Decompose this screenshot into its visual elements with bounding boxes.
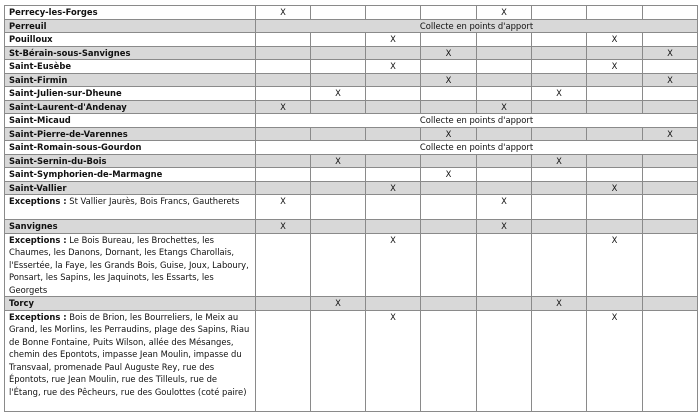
exceptions-cell: [5, 310, 256, 411]
schedule-mark-cell: [532, 127, 587, 141]
schedule-mark-cell: X: [587, 33, 643, 47]
table-row: [5, 181, 698, 195]
schedule-mark-cell: [532, 195, 587, 220]
schedule-mark-cell: X: [587, 181, 643, 195]
schedule-mark-cell: [421, 60, 477, 74]
schedule-mark-cell: [366, 87, 421, 101]
commune-name: Saint-Sernin-du-Bois: [5, 154, 256, 168]
schedule-mark-cell: X: [256, 6, 311, 20]
drop-off-collection-note: Collecte en points d'apport: [256, 114, 698, 128]
schedule-mark-cell: X: [256, 195, 311, 220]
schedule-mark-cell: [421, 233, 477, 297]
table-row: [5, 87, 698, 101]
schedule-mark-cell: [532, 60, 587, 74]
table-row: [5, 100, 698, 114]
schedule-mark-cell: [366, 6, 421, 20]
schedule-mark-cell: [421, 87, 477, 101]
schedule-mark-cell: [643, 297, 698, 311]
schedule-mark-cell: [643, 100, 698, 114]
schedule-mark-cell: [532, 6, 587, 20]
schedule-mark-cell: [366, 220, 421, 234]
table-row: [5, 220, 698, 234]
schedule-mark-cell: [311, 100, 366, 114]
schedule-mark-cell: X: [532, 87, 587, 101]
schedule-mark-cell: [643, 181, 698, 195]
schedule-mark-cell: [366, 73, 421, 87]
collection-schedule-table: [4, 5, 698, 412]
commune-name: Saint-Symphorien-de-Marmagne: [5, 168, 256, 182]
table-row: [5, 310, 698, 411]
schedule-mark-cell: X: [587, 233, 643, 297]
schedule-mark-cell: [477, 127, 532, 141]
schedule-mark-cell: [587, 6, 643, 20]
schedule-mark-cell: [643, 220, 698, 234]
schedule-mark-cell: [366, 100, 421, 114]
schedule-mark-cell: [643, 233, 698, 297]
schedule-mark-cell: [477, 168, 532, 182]
schedule-mark-cell: [532, 220, 587, 234]
schedule-mark-cell: [311, 310, 366, 411]
schedule-mark-cell: [587, 297, 643, 311]
schedule-mark-cell: X: [421, 73, 477, 87]
table-row: [5, 154, 698, 168]
schedule-mark-cell: [311, 127, 366, 141]
schedule-mark-cell: [256, 168, 311, 182]
drop-off-collection-note: Collecte en points d'apport: [256, 19, 698, 33]
schedule-mark-cell: [532, 73, 587, 87]
schedule-mark-cell: X: [643, 73, 698, 87]
schedule-mark-cell: [421, 310, 477, 411]
schedule-mark-cell: [532, 33, 587, 47]
exceptions-cell: [5, 195, 256, 220]
schedule-mark-cell: [477, 73, 532, 87]
commune-name: Saint-Laurent-d'Andenay: [5, 100, 256, 114]
commune-name: Saint-Vallier: [5, 181, 256, 195]
schedule-mark-cell: [587, 220, 643, 234]
schedule-mark-cell: X: [366, 33, 421, 47]
table-row: [5, 195, 698, 220]
schedule-mark-cell: [311, 181, 366, 195]
schedule-mark-cell: [532, 233, 587, 297]
schedule-mark-cell: X: [366, 60, 421, 74]
table-row: [5, 46, 698, 60]
table-row: [5, 73, 698, 87]
exceptions-text: Bois de Brion, les Bourreliers, le Meix au Grand, les Morlins, les Perraudins, plage des Sapins, Riau de Bonne Fontaine, Puits Wilson, allée des Mésanges, chemin des Epontots, impasse Jean Moulin, impasse du Transvaal, promenade Paul Auguste Rey, rue des Épontots, rue Jean Moulin, rue des Tilleuls, rue de l'Étang, rue des Pêcheurs, rue des Goulottes (coté paire): [9, 311, 250, 397]
schedule-mark-cell: X: [421, 46, 477, 60]
commune-name: Pouilloux: [5, 33, 256, 47]
exceptions-label: Exceptions :: [9, 234, 67, 245]
schedule-mark-cell: [643, 310, 698, 411]
schedule-mark-cell: [477, 87, 532, 101]
table-row: [5, 60, 698, 74]
schedule-mark-cell: X: [421, 168, 477, 182]
schedule-mark-cell: [587, 46, 643, 60]
schedule-mark-cell: X: [587, 310, 643, 411]
schedule-mark-cell: [643, 168, 698, 182]
schedule-mark-cell: [643, 87, 698, 101]
schedule-mark-cell: [256, 310, 311, 411]
schedule-mark-cell: [311, 220, 366, 234]
schedule-mark-cell: [366, 46, 421, 60]
drop-off-collection-note: Collecte en points d'apport: [256, 141, 698, 155]
schedule-mark-cell: X: [643, 46, 698, 60]
schedule-mark-cell: [477, 33, 532, 47]
schedule-mark-cell: X: [311, 154, 366, 168]
schedule-mark-cell: X: [256, 220, 311, 234]
exceptions-cell: [5, 233, 256, 297]
schedule-mark-cell: [532, 100, 587, 114]
schedule-mark-cell: [421, 100, 477, 114]
schedule-mark-cell: [311, 33, 366, 47]
schedule-mark-cell: X: [366, 310, 421, 411]
schedule-mark-cell: X: [643, 127, 698, 141]
schedule-mark-cell: X: [477, 195, 532, 220]
commune-name: Saint-Romain-sous-Gourdon: [5, 141, 256, 155]
schedule-mark-cell: X: [477, 220, 532, 234]
schedule-mark-cell: [421, 297, 477, 311]
schedule-mark-cell: X: [477, 100, 532, 114]
schedule-mark-cell: [643, 33, 698, 47]
table-row: [5, 127, 698, 141]
schedule-mark-cell: [256, 46, 311, 60]
schedule-mark-cell: [477, 60, 532, 74]
table-row: [5, 297, 698, 311]
schedule-mark-cell: [643, 195, 698, 220]
commune-name: Saint-Pierre-de-Varennes: [5, 127, 256, 141]
schedule-mark-cell: [477, 310, 532, 411]
table-row: [5, 114, 698, 128]
schedule-mark-cell: [366, 127, 421, 141]
commune-name: Saint-Micaud: [5, 114, 256, 128]
commune-name: Sanvignes: [5, 220, 256, 234]
schedule-mark-cell: [421, 154, 477, 168]
schedule-mark-cell: [256, 127, 311, 141]
schedule-mark-cell: [477, 181, 532, 195]
schedule-mark-cell: [256, 154, 311, 168]
commune-name: Perreuil: [5, 19, 256, 33]
schedule-mark-cell: [311, 60, 366, 74]
schedule-mark-cell: [587, 154, 643, 168]
schedule-mark-cell: [532, 168, 587, 182]
schedule-mark-cell: [421, 33, 477, 47]
table-row: [5, 168, 698, 182]
schedule-mark-cell: [256, 60, 311, 74]
schedule-mark-cell: [587, 100, 643, 114]
schedule-mark-cell: [256, 181, 311, 195]
schedule-mark-cell: [311, 46, 366, 60]
schedule-mark-cell: X: [311, 87, 366, 101]
schedule-mark-cell: X: [366, 181, 421, 195]
schedule-mark-cell: [311, 73, 366, 87]
schedule-mark-cell: [366, 154, 421, 168]
schedule-mark-cell: [587, 127, 643, 141]
schedule-mark-cell: X: [421, 127, 477, 141]
schedule-mark-cell: [421, 6, 477, 20]
commune-name: Saint-Firmin: [5, 73, 256, 87]
schedule-mark-cell: [256, 73, 311, 87]
commune-name: Saint-Eusèbe: [5, 60, 256, 74]
schedule-mark-cell: [587, 195, 643, 220]
schedule-mark-cell: [311, 233, 366, 297]
schedule-mark-cell: X: [532, 297, 587, 311]
schedule-mark-cell: [256, 233, 311, 297]
schedule-mark-cell: [311, 195, 366, 220]
schedule-mark-cell: [643, 6, 698, 20]
schedule-mark-cell: [587, 87, 643, 101]
schedule-mark-cell: [256, 33, 311, 47]
exceptions-label: Exceptions :: [9, 311, 67, 322]
schedule-mark-cell: [477, 233, 532, 297]
schedule-mark-cell: X: [311, 297, 366, 311]
schedule-mark-cell: [256, 297, 311, 311]
table-row: [5, 141, 698, 155]
commune-name: St-Bérain-sous-Sanvignes: [5, 46, 256, 60]
schedule-mark-cell: [256, 87, 311, 101]
exceptions-text: St Vallier Jaurès, Bois Francs, Gautherets: [66, 196, 240, 206]
schedule-mark-cell: [532, 310, 587, 411]
schedule-mark-cell: [587, 73, 643, 87]
schedule-mark-cell: [421, 195, 477, 220]
schedule-mark-cell: [366, 168, 421, 182]
schedule-mark-cell: [477, 154, 532, 168]
schedule-mark-cell: [366, 297, 421, 311]
table-row: [5, 33, 698, 47]
exceptions-text: Le Bois Bureau, les Brochettes, les Chaumes, les Danons, Dornant, les Etangs Charollais, l'Essertée, la Faye, les Grands Bois, Guise, Joux, Laboury, Ponsart, les Sapins, les Jaquinots, les Essarts, les Georgets: [9, 234, 249, 295]
schedule-mark-cell: X: [532, 154, 587, 168]
exceptions-label: Exceptions :: [9, 196, 67, 206]
commune-name: Saint-Julien-sur-Dheune: [5, 87, 256, 101]
table-row: [5, 19, 698, 33]
schedule-mark-cell: [643, 154, 698, 168]
schedule-mark-cell: [532, 181, 587, 195]
schedule-mark-cell: X: [256, 100, 311, 114]
schedule-mark-cell: X: [587, 60, 643, 74]
commune-name: Torcy: [5, 297, 256, 311]
commune-name: Perrecy-les-Forges: [5, 6, 256, 20]
schedule-mark-cell: [477, 46, 532, 60]
schedule-mark-cell: [643, 60, 698, 74]
table-row: [5, 6, 698, 20]
schedule-mark-cell: [421, 220, 477, 234]
table-row: [5, 233, 698, 297]
schedule-mark-cell: [311, 168, 366, 182]
schedule-mark-cell: [311, 6, 366, 20]
schedule-mark-cell: [532, 46, 587, 60]
schedule-mark-cell: [366, 195, 421, 220]
schedule-mark-cell: [587, 168, 643, 182]
schedule-mark-cell: X: [477, 6, 532, 20]
schedule-mark-cell: X: [366, 233, 421, 297]
schedule-mark-cell: [477, 297, 532, 311]
schedule-mark-cell: [421, 181, 477, 195]
